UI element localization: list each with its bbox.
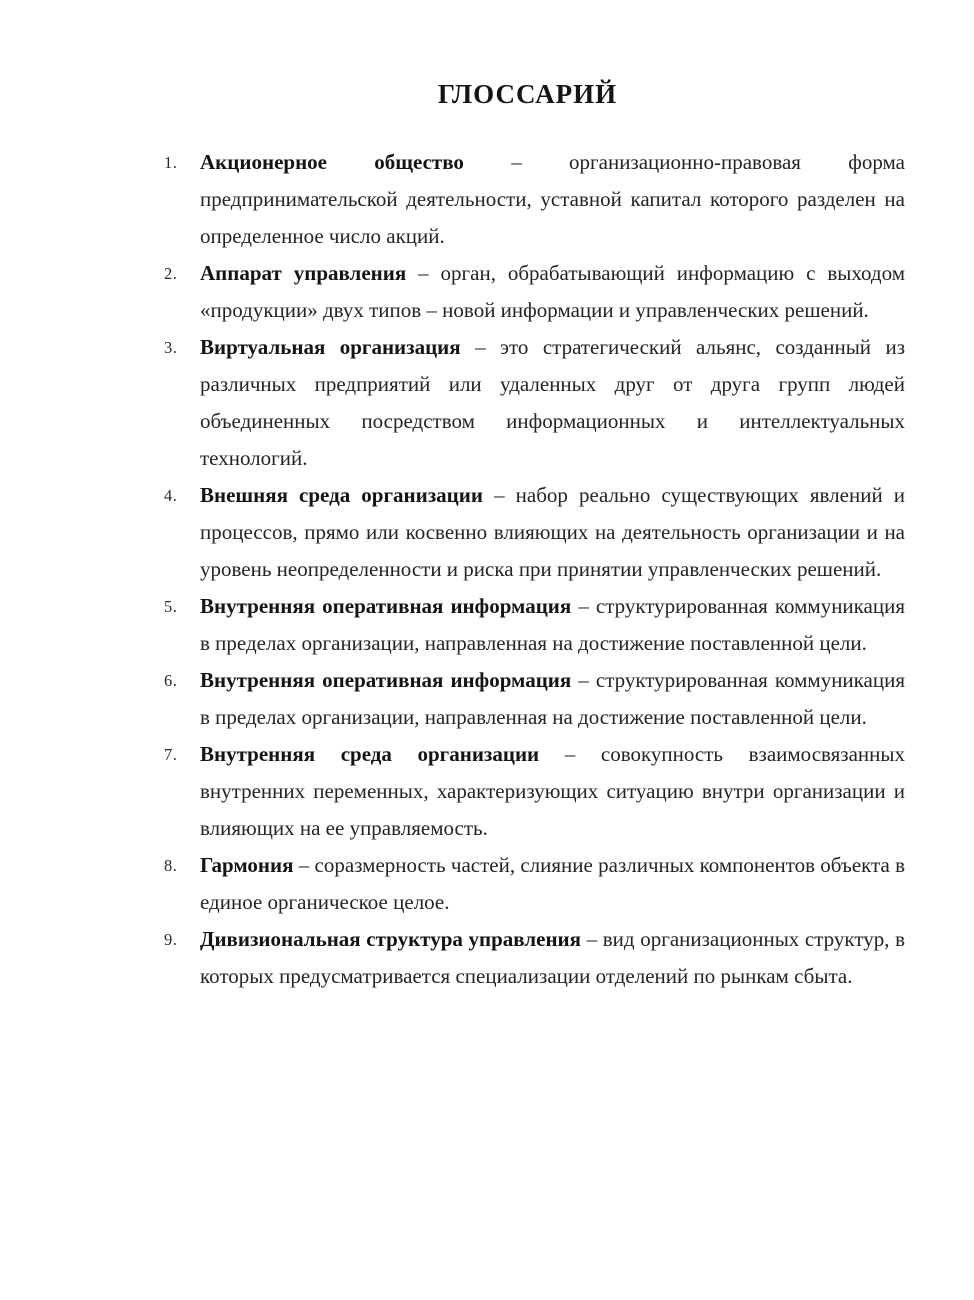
item-number: 8. — [164, 856, 178, 875]
definition-text: – соразмерность частей, слияние различных компонентов объекта в единое органическое целое. — [200, 853, 906, 914]
page-title: ГЛОССАРИЙ — [437, 79, 618, 109]
glossary-list — [164, 144, 906, 995]
glossary-item-4 — [164, 477, 905, 588]
glossary-item-8 — [164, 847, 906, 921]
definition-text: – это стратегический альянс, созданный из различных предприятий или удаленных друг от друга групп людей объединенных посредством информационных и интеллектуальных технологий. — [200, 335, 905, 470]
item-number: 3. — [164, 338, 178, 357]
glossary-item-5 — [164, 588, 906, 662]
definition-text: – структурированная коммуникация в пределах организации, направленная на достижение поставленной цели. — [200, 594, 906, 655]
definition-text: – набор реально существующих явлений и процессов, прямо или косвенно влияющих на деятельность организации и на уровень неопределенности и риска при принятии управленческих решений. — [200, 483, 905, 581]
term-text: Внешняя среда организации — [200, 483, 483, 507]
glossary-item-1 — [164, 144, 905, 255]
term-text: Дивизиональная структура управления — [200, 927, 582, 951]
term-text: Внутренняя среда организации — [200, 742, 540, 766]
term-text: Аппарат управления — [200, 261, 407, 285]
term-text: Акционерное общество — [200, 150, 464, 174]
item-number: 9. — [164, 930, 178, 949]
definition-text: – вид организационных структур, в которых предусматривается специализации отделений по рынкам сбыта. — [200, 927, 906, 988]
glossary-item-6 — [164, 662, 906, 736]
glossary-item-3 — [164, 329, 905, 477]
glossary-item-2 — [164, 255, 906, 329]
term-text: Внутренняя оперативная информация — [200, 668, 572, 692]
item-number: 5. — [164, 597, 178, 616]
item-number: 6. — [164, 671, 178, 690]
term-text: Внутренняя оперативная информация — [200, 594, 572, 618]
glossary-item-7 — [164, 736, 906, 847]
term-text: Виртуальная организация — [200, 335, 461, 359]
item-number: 7. — [164, 745, 178, 764]
definition-text: – организационно-правовая форма предпринимательской деятельности, уставной капитал которого разделен на определенное число акций. — [200, 150, 905, 248]
item-number: 2. — [164, 264, 178, 283]
definition-text: – структурированная коммуникация в пределах организации, направленная на достижение поставленной цели. — [200, 668, 906, 729]
term-text: Гармония — [200, 853, 294, 877]
definition-text: – орган, обрабатывающий информацию с выходом «продукции» двух типов – новой информации и управленческих решений. — [200, 261, 906, 322]
item-number: 1. — [164, 153, 178, 172]
glossary-item-9 — [164, 921, 906, 995]
item-number: 4. — [164, 486, 178, 505]
definition-text: – совокупность взаимосвязанных внутренних переменных, характеризующих ситуацию внутри организации и влияющих на ее управляемость. — [200, 742, 906, 840]
